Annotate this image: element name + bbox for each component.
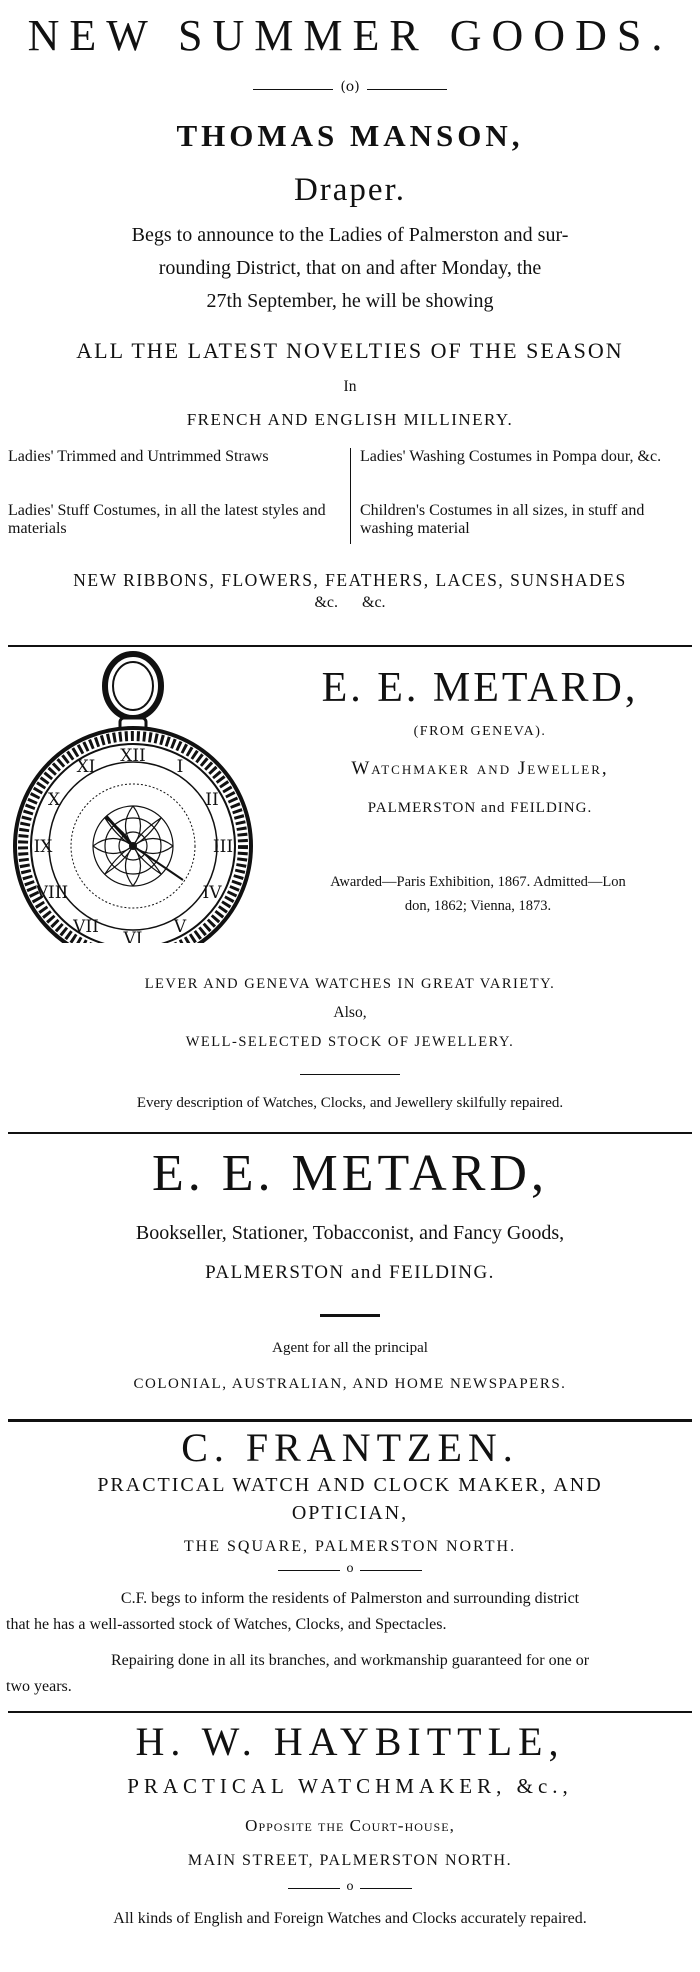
intro-line-1: Begs to announce to the Ladies of Palmerston and sur- bbox=[131, 224, 569, 246]
right-col-item-1: Ladies' Washing Costumes in Pompa dour, &c. bbox=[360, 448, 662, 465]
millinery-line: FRENCH AND ENGLISH MILLINERY. bbox=[186, 410, 514, 429]
left-col-item-1: Ladies' Trimmed and Untrimmed Straws bbox=[8, 448, 269, 465]
haybittle-name: H. W. HAYBITTLE, bbox=[135, 1719, 565, 1764]
from-geneva: (FROM GENEVA). bbox=[413, 724, 547, 739]
short-rule bbox=[300, 1074, 400, 1075]
svg-text:III: III bbox=[212, 837, 234, 857]
newspapers-line: COLONIAL, AUSTRALIAN, AND HOME NEWSPAPERS. bbox=[133, 1376, 567, 1392]
svg-text:XI: XI bbox=[76, 757, 96, 777]
haybittle-trade: PRACTICAL WATCHMAKER, &c., bbox=[127, 1774, 573, 1798]
svg-text:X: X bbox=[47, 790, 61, 810]
column-divider bbox=[350, 448, 351, 544]
section-rule-3 bbox=[8, 1419, 692, 1422]
agent-line: Agent for all the principal bbox=[272, 1340, 428, 1356]
awards-line-1: Awarded—Paris Exhibition, 1867. Admitted—Lon bbox=[330, 874, 626, 890]
section-rule-2 bbox=[8, 1132, 692, 1134]
intro-line-3: 27th September, he will be showing bbox=[206, 290, 494, 312]
trade-draper: Draper. bbox=[293, 172, 407, 208]
frantzen-para2-line-2: two years. bbox=[6, 1678, 72, 1695]
watch-trade: Watchmaker and Jeweller, bbox=[351, 758, 609, 779]
frantzen-para2-line-1: Repairing done in all its branches, and workmanship guaranteed for one or bbox=[110, 1652, 590, 1669]
svg-text:V: V bbox=[173, 917, 187, 937]
frantzen-divider-right bbox=[360, 1570, 422, 1571]
frantzen-para1-line-1: C.F. begs to inform the residents of Palmerston and surrounding district bbox=[120, 1590, 580, 1607]
metard-books-name: E. E. METARD, bbox=[152, 1145, 548, 1202]
section-rule-1 bbox=[8, 645, 692, 647]
haybittle-divider-mark: o bbox=[346, 1879, 354, 1893]
opposite-court-house: Opposite the Court-house, bbox=[245, 1816, 455, 1835]
section-rule-4 bbox=[8, 1711, 692, 1713]
divider-mark: (o) bbox=[340, 79, 360, 95]
watch-towns: PALMERSTON and FEILDING. bbox=[367, 800, 593, 816]
frantzen-name: C. FRANTZEN. bbox=[181, 1425, 519, 1470]
divider-right bbox=[367, 89, 447, 90]
also-word: Also, bbox=[333, 1004, 367, 1021]
intro-line-2: rounding District, that on and after Monday, the bbox=[158, 257, 542, 279]
haybittle-repairs: All kinds of English and Foreign Watches and Clocks accurately repaired. bbox=[113, 1910, 587, 1927]
svg-text:IV: IV bbox=[202, 883, 222, 903]
haybittle-address: MAIN STREET, PALMERSTON NORTH. bbox=[187, 1852, 513, 1869]
etc-line: &c. &c. bbox=[314, 594, 386, 611]
books-towns: PALMERSTON and FEILDING. bbox=[205, 1262, 495, 1283]
metard-watch-name: E. E. METARD, bbox=[321, 665, 639, 711]
frantzen-trade-line-2: OPTICIAN, bbox=[291, 1502, 409, 1524]
manson-name: THOMAS MANSON, bbox=[176, 118, 524, 153]
watch-repairs: Every description of Watches, Clocks, and Jewellery skilfully repaired. bbox=[136, 1095, 564, 1111]
frantzen-para1-line-2: that he has a well-assorted stock of Watches, Clocks, and Spectacles. bbox=[6, 1616, 447, 1633]
svg-text:I: I bbox=[176, 757, 184, 777]
svg-text:II: II bbox=[205, 790, 219, 810]
in-word: In bbox=[343, 378, 357, 395]
frantzen-divider-mark: o bbox=[346, 1561, 354, 1575]
svg-text:IX: IX bbox=[33, 837, 53, 857]
ribbons-line: NEW RIBBONS, FLOWERS, FEATHERS, LACES, SUNSHADES bbox=[73, 570, 627, 590]
haybittle-divider-right bbox=[360, 1888, 412, 1889]
left-col-item-2: Ladies' Stuff Costumes, in all the latest styles and materials bbox=[8, 502, 326, 537]
svg-text:VI: VI bbox=[123, 929, 143, 943]
frantzen-trade-line-1: PRACTICAL WATCH AND CLOCK MAKER, AND bbox=[97, 1474, 603, 1496]
headline: NEW SUMMER GOODS. bbox=[27, 11, 673, 60]
awards-line-2: don, 1862; Vienna, 1873. bbox=[404, 898, 552, 914]
svg-text:VIII: VIII bbox=[35, 883, 69, 903]
pocket-watch-illustration bbox=[8, 648, 258, 943]
books-trades: Bookseller, Stationer, Tobacconist, and Fancy Goods, bbox=[135, 1222, 565, 1244]
books-short-rule bbox=[320, 1314, 380, 1317]
right-col-item-2: Children's Costumes in all sizes, in stuff and washing material bbox=[360, 502, 645, 537]
jewellery-stock: WELL-SELECTED STOCK OF JEWELLERY. bbox=[185, 1034, 515, 1050]
svg-text:VII: VII bbox=[73, 917, 99, 937]
lever-line: LEVER AND GENEVA WATCHES IN GREAT VARIETY. bbox=[144, 976, 556, 992]
novelties-line: ALL THE LATEST NOVELTIES OF THE SEASON bbox=[76, 338, 624, 363]
svg-text:XII: XII bbox=[120, 746, 146, 766]
frantzen-address: THE SQUARE, PALMERSTON NORTH. bbox=[183, 1538, 517, 1555]
